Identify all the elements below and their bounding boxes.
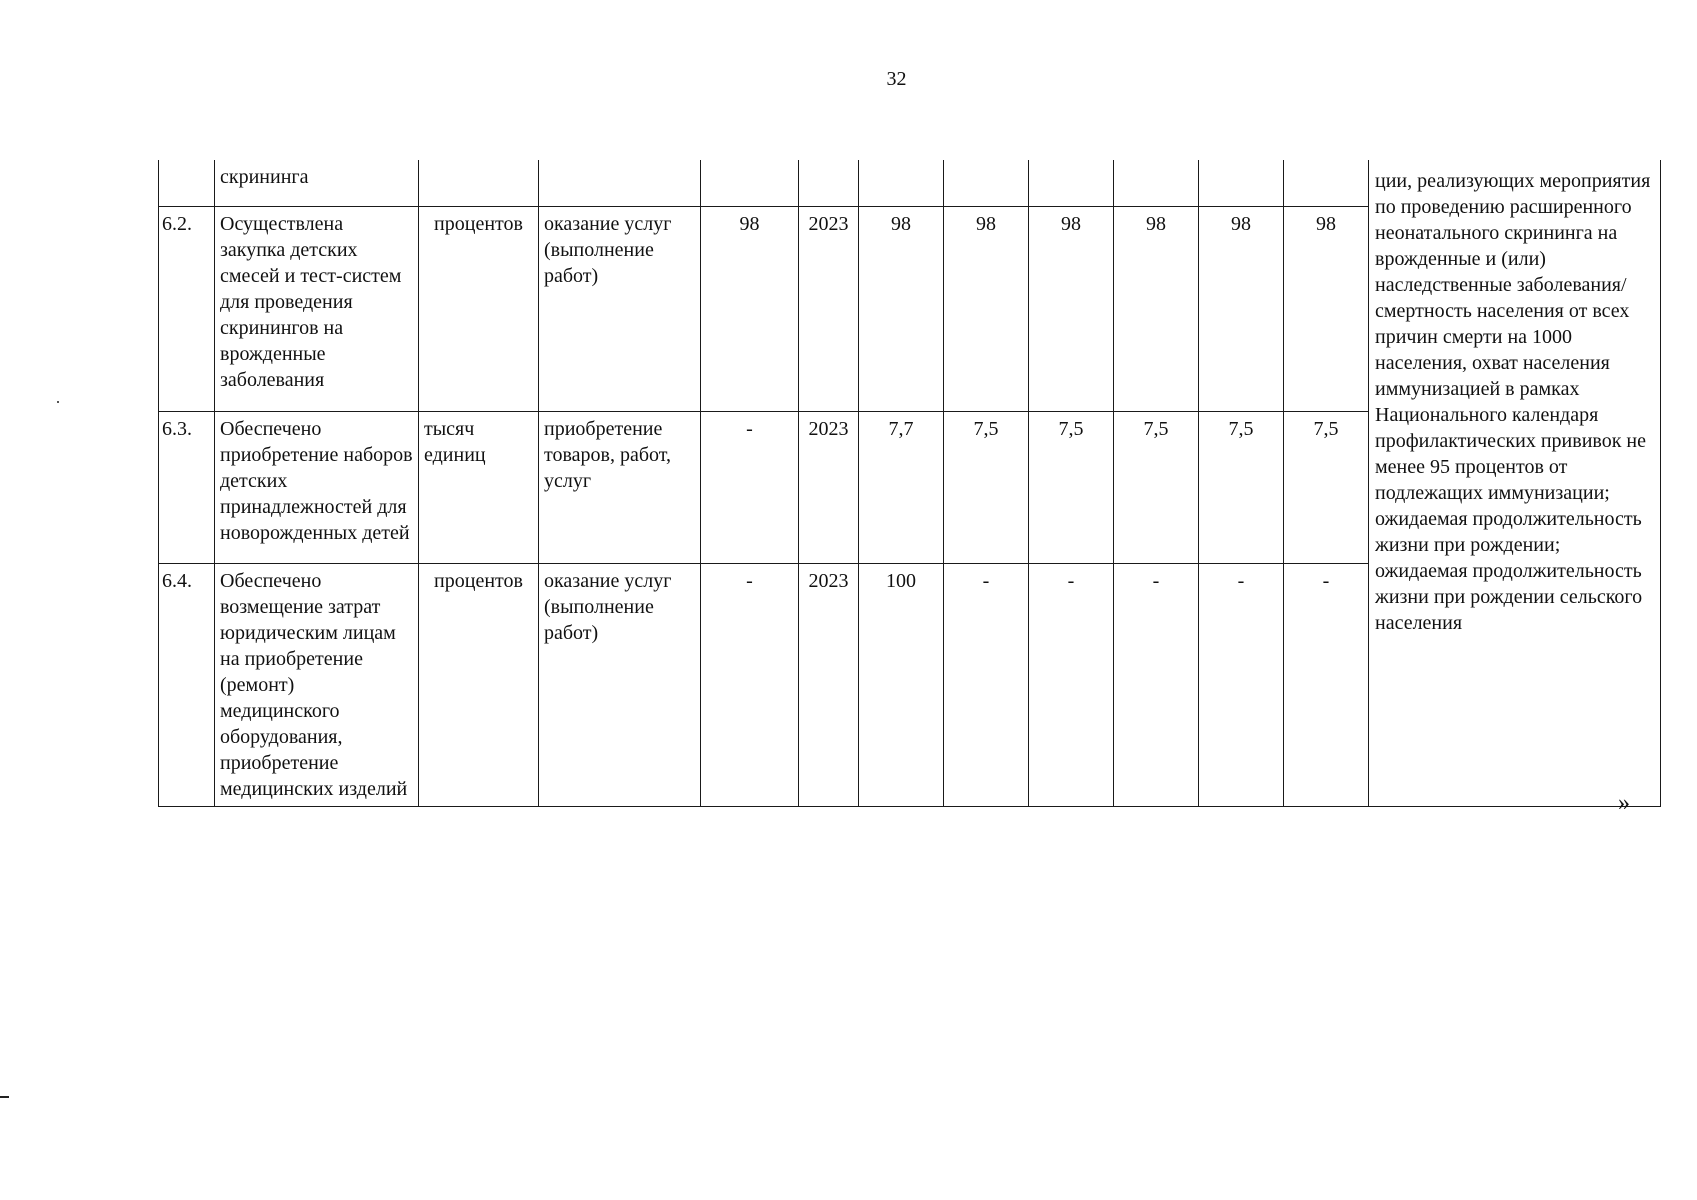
row-number-cell: 6.4. xyxy=(159,563,215,806)
value-cell: 7,5 xyxy=(1199,411,1284,563)
value-cell: 98 xyxy=(859,206,944,411)
base-value-cell xyxy=(701,160,799,206)
value-cell: 7,5 xyxy=(944,411,1029,563)
unit-cell: процентов xyxy=(419,206,539,411)
row-number-cell: 6.3. xyxy=(159,411,215,563)
base-value-cell: - xyxy=(701,563,799,806)
value-cell: - xyxy=(1029,563,1114,806)
row-number-cell: 6.2. xyxy=(159,206,215,411)
base-value-cell: - xyxy=(701,411,799,563)
value-cell xyxy=(944,160,1029,206)
value-cell: - xyxy=(1114,563,1199,806)
value-cell xyxy=(1284,160,1369,206)
page-number: 32 xyxy=(886,68,907,90)
row-number-cell xyxy=(159,160,215,206)
value-cell xyxy=(1199,160,1284,206)
unit-cell: тысяч единиц xyxy=(419,411,539,563)
measures-table xyxy=(158,160,1661,807)
base-year-cell xyxy=(799,160,859,206)
margin-dot-mark xyxy=(57,401,59,403)
unit-cell xyxy=(419,160,539,206)
value-cell xyxy=(1114,160,1199,206)
result-description-cell: ции, реализующих мероприятия по проведению расширенного неонатального скрининга на врожденные и (или) наследственные заболевания/смертность населения от всех причин смерти на 1000 населения, охват населения иммунизацией в рамках Национального календаря профилактических прививок не менее 95 процентов от подлежащих иммунизации; ожидаемая продолжительность жизни при рождении; ожидаемая продолжительность жизни при рождении сельского населения xyxy=(1369,160,1661,806)
measure-name-cell: Обеспечено приобретение наборов детских принадлежностей для новорожденных детей xyxy=(215,411,419,563)
table-row-continuation xyxy=(159,160,1661,206)
base-year-cell: 2023 xyxy=(799,563,859,806)
value-cell: 98 xyxy=(1284,206,1369,411)
value-cell: - xyxy=(1199,563,1284,806)
margin-dash-mark xyxy=(0,1096,9,1098)
value-cell: 7,5 xyxy=(1284,411,1369,563)
measure-name-cell: Обеспечено возмещение затрат юридическим лицам на приобретение (ремонт) медицинского оборудования, приобретение медицинских изделий xyxy=(215,563,419,806)
value-cell: 98 xyxy=(1029,206,1114,411)
value-cell: - xyxy=(944,563,1029,806)
measure-type-cell: оказание услуг (выполнение работ) xyxy=(539,206,701,411)
base-year-cell: 2023 xyxy=(799,411,859,563)
value-cell: 7,5 xyxy=(1114,411,1199,563)
base-value-cell: 98 xyxy=(701,206,799,411)
measure-name-cell: Осуществлена закупка детских смесей и тест-систем для проведения скринингов на врожденные заболевания xyxy=(215,206,419,411)
unit-cell: процентов xyxy=(419,563,539,806)
value-cell xyxy=(859,160,944,206)
value-cell: 98 xyxy=(1114,206,1199,411)
value-cell: 98 xyxy=(1199,206,1284,411)
value-cell: 7,5 xyxy=(1029,411,1114,563)
measure-type-cell xyxy=(539,160,701,206)
measure-type-cell: приобретение товаров, работ, услуг xyxy=(539,411,701,563)
value-cell: 7,7 xyxy=(859,411,944,563)
measure-type-cell: оказание услуг (выполнение работ) xyxy=(539,563,701,806)
closing-quote-mark: » xyxy=(1618,790,1630,816)
value-cell: 98 xyxy=(944,206,1029,411)
value-cell: 100 xyxy=(859,563,944,806)
value-cell xyxy=(1029,160,1114,206)
measure-name-cell: скрининга xyxy=(215,160,419,206)
value-cell: - xyxy=(1284,563,1369,806)
base-year-cell: 2023 xyxy=(799,206,859,411)
